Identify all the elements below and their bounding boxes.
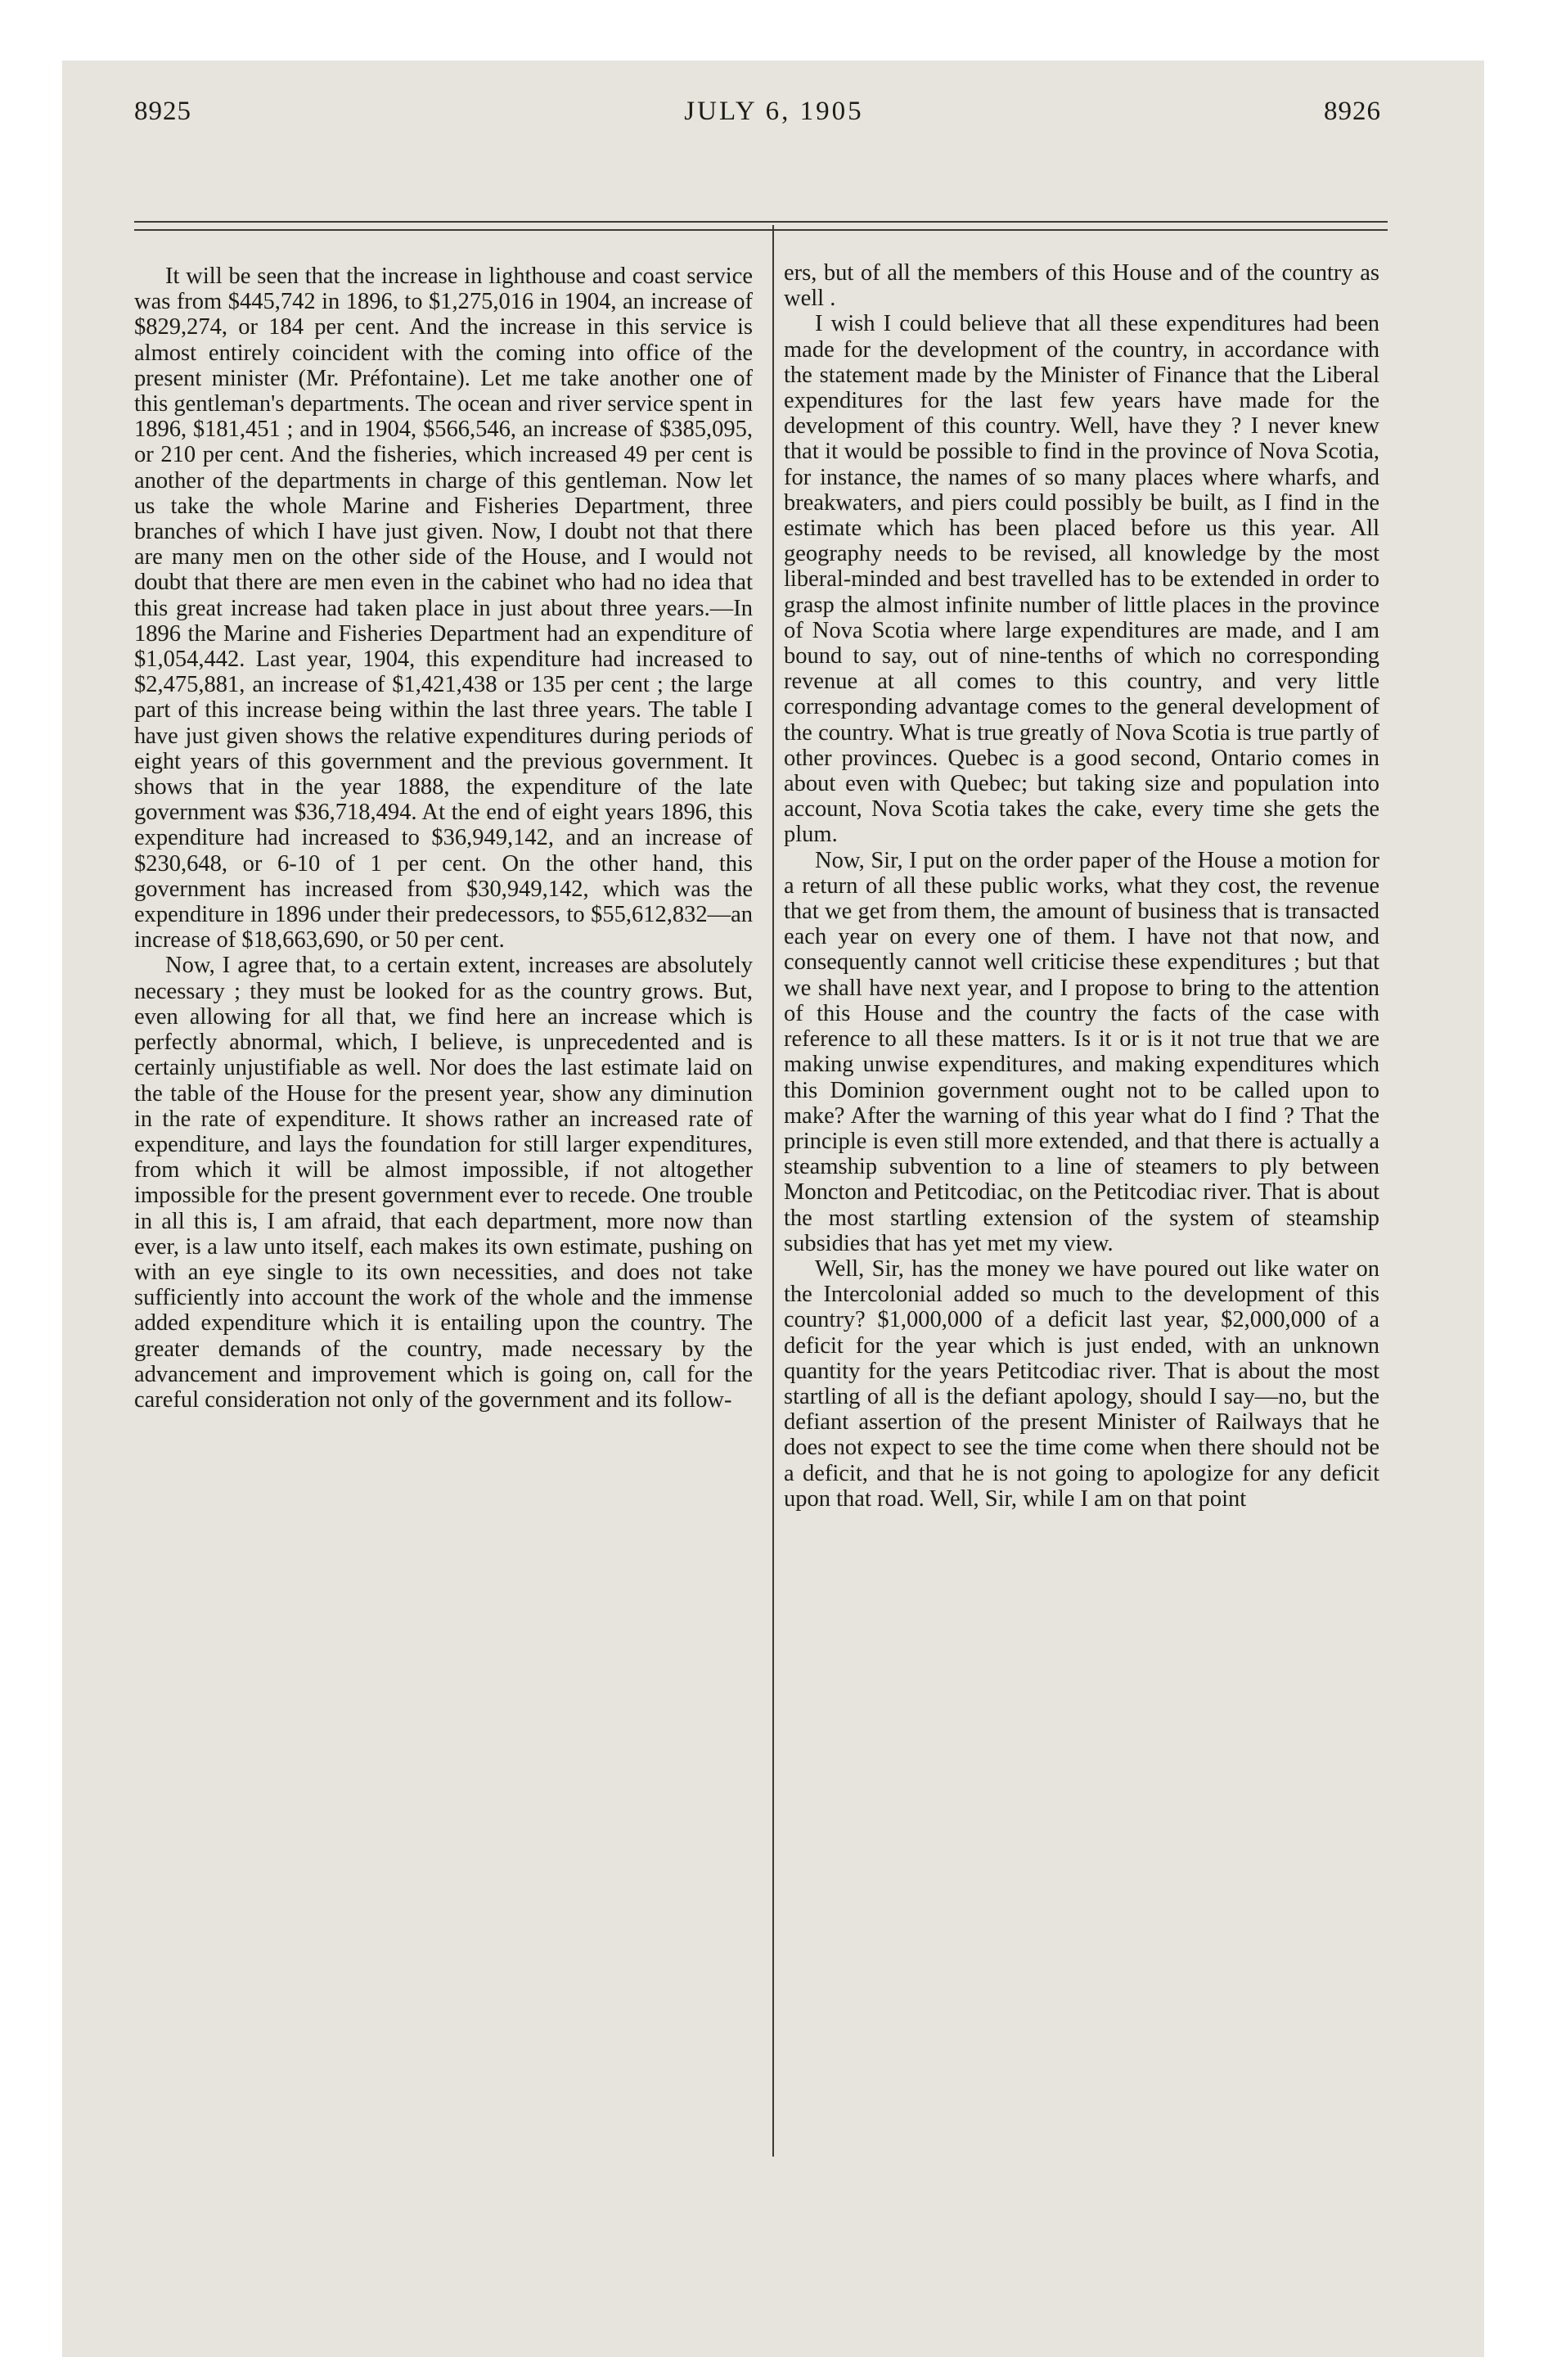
left-paragraph-1: It will be seen that the increase in lighthouse and coast service was from $445,742 in 1896, to $1,275,016 in 1904, an increase of $829,274, or 184 per cent. And the increase in this service is almost entirely coincident with the coming into office of the present minister (Mr. Préfontaine). Let me take another one of this gentleman's departments. The ocean and river service spent in 1896, $181,451 ; and in 1904, $566,546, an increase of $385,095, or 210 per cent. And the fisheries, which increased 49 per cent is another of the departments in charge of this gentleman. Now let us take the whole Marine and Fisheries Department, three branches of which I have just given. Now, I doubt not that there are many men on the other side of the House, and I would not doubt that there are men even in the cabinet who had no idea that this great increase had taken place in just about three years.—In 1896 the Marine and Fisheries Department had an expenditure of $1,054,442. Last year, 1904, this expenditure had increased to $2,475,881, an increase of $1,421,438 or 135 per cent ; the large part of this increase being within the last three years. The table I have just given shows the relative expenditures during periods of eight years of this government and the previous government. It shows that in the year 1888, the expenditure of the late government was $36,718,494. At the end of eight years 1896, this expenditure had increased to $36,949,142, and an increase of $230,648, or 6-10 of 1 per cent. On the other hand, this government has increased from $30,949,142, which was the expenditure in 1896 under their predecessors, to $55,612,832—an increase of $18,663,690, or 50 per cent. (134, 264, 753, 953)
header-rule-bottom (134, 229, 1388, 231)
page-header (0, 97, 1548, 146)
header-rule-top (134, 221, 1388, 223)
column-divider (772, 225, 774, 2157)
right-paragraph-4: Well, Sir, has the money we have poured out like water on the Intercolonial added so much to the development of this country? $1,000,000 of a deficit last year, $2,000,000 of a deficit for the year which is just ended, with an unknown quantity for the years Petitcodiac river. That is about the most startling of all is the defiant apology, should I say—no, but the defiant assertion of the present Minister of Railways that he does not expect to see the time come when there should not be a deficit, and that he is not going to apologize for any deficit upon that road. Well, Sir, while I am on that point (784, 1255, 1379, 1512)
right-paragraph-3: Now, Sir, I put on the order paper of the House a motion for a return of all these public works, what they cost, the revenue that we get from them, the amount of business that is transacted each year on every one of them. I have not that now, and consequently cannot well criticise these expenditures ; but that we shall have next year, and I propose to bring to the attention of this House and the country the facts of the case with reference to all these matters. Is it or is it not true that we are making unwise expenditures, and making expenditures which this Dominion government ought not to be called upon to make? After the warning of this year what do I find ? That the principle is even still more extended, and that there is actually a steamship subvention to a line of steamers to ply between Moncton and Petitcodiac, on the Petitcodiac river. That is about the most startling extension of the system of steamship subsidies that has yet met my view. (784, 847, 1379, 1256)
page-number-left: 8925 (134, 97, 191, 126)
right-paragraph-1: ers, but of all the members of this House and of the country as well . (784, 260, 1379, 312)
left-column (134, 264, 753, 1413)
right-paragraph-2: I wish I could believe that all these expenditures had been made for the development of the country, in accordance with the statement made by the Minister of Finance that the Liberal expenditures for the last few years have made for the development of this country. Well, have they ? I never knew that it would be possible to find in the province of Nova Scotia, for instance, the names of so many places where wharfs, and breakwaters, and piers could possibly be built, as I find in the estimate which has been placed before us this year. All geography needs to be revised, all knowledge by the most liberal-minded and best travelled has to be extended in order to grasp the almost infinite number of little places in the province of Nova Scotia where large expenditures are made, and I am bound to say, out of nine-tenths of which no corresponding revenue at all comes to this country, and very little corresponding advantage comes to the general development of the country. What is true greatly of Nova Scotia is true partly of other provinces. Quebec is a good second, Ontario comes in about even with Quebec; but taking size and population into account, Nova Scotia takes the cake, every time she gets the plum. (784, 311, 1379, 848)
page-number-right: 8926 (1324, 97, 1381, 126)
header-date: JULY 6, 1905 (684, 97, 864, 126)
right-column (784, 260, 1379, 1512)
left-paragraph-2: Now, I agree that, to a certain extent, increases are absolutely necessary ; they must be looked for as the country grows. But, even allowing for all that, we find here an increase which is perfectly abnormal, which, I believe, is unprecedented and is certainly unjustifiable as well. Nor does the last estimate laid on the table of the House for the present year, show any diminution in the rate of expenditure. It shows rather an increased rate of expenditure, and lays the foundation for still larger expenditures, from which it will be almost impossible, if not altogether impossible for the present government ever to recede. One trouble in all this is, I am afraid, that each department, more now than ever, is a law unto itself, each makes its own estimate, pushing on with an eye single to its own necessities, and does not take sufficiently into account the work of the whole and the immense added expenditure which it is entailing upon the country. The greater demands of the country, made necessary by the advancement and improvement which is going on, call for the careful consideration not only of the government and its follow- (134, 953, 753, 1413)
